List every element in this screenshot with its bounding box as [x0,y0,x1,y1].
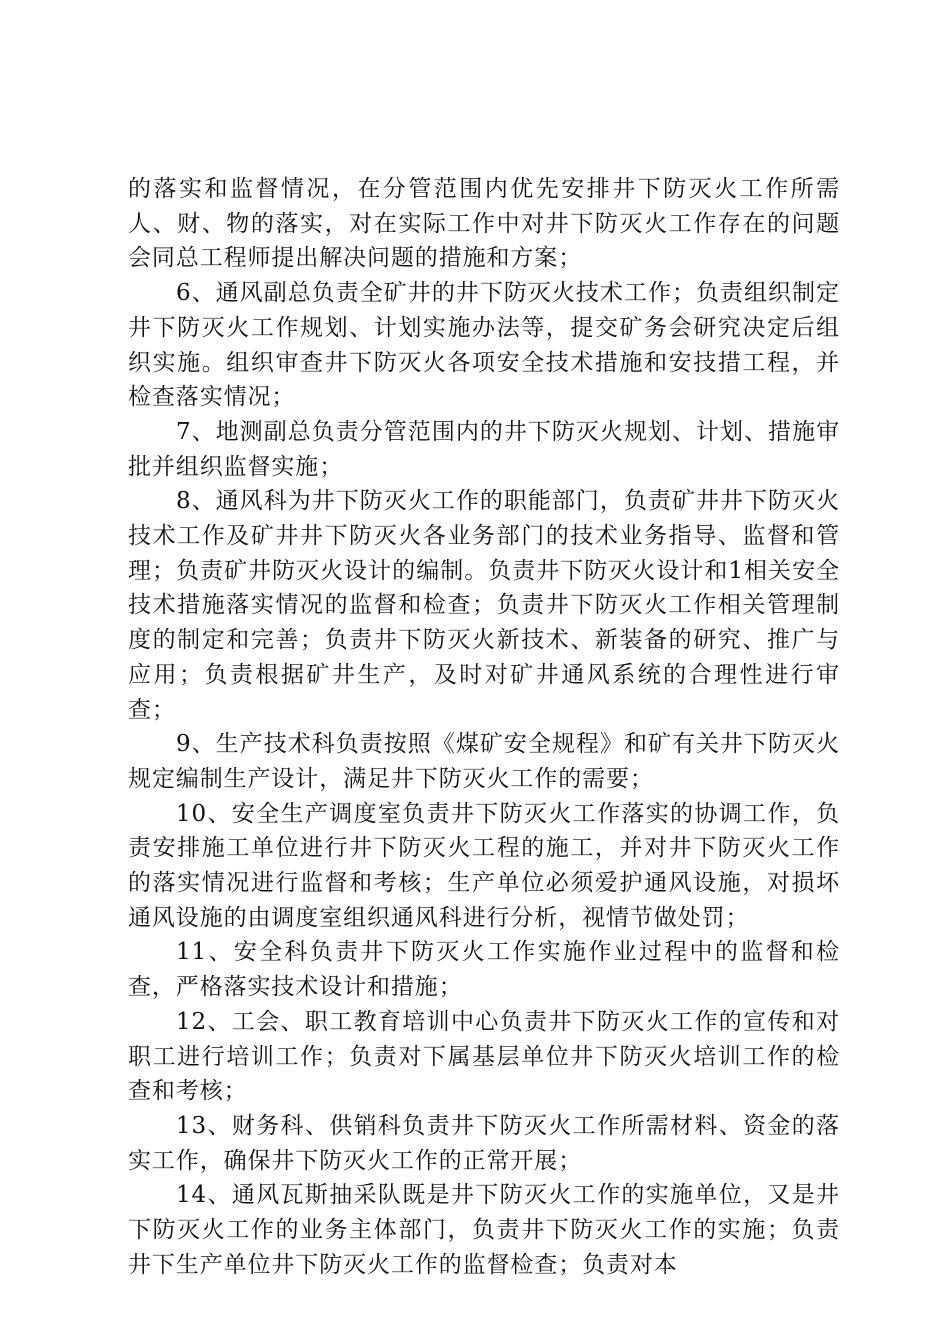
paragraph-item-11: 11、安全科负责井下防灭火工作实施作业过程中的监督和检查，严格落实技术设计和措施； [128,939,840,1001]
paragraph-item-8: 8、通风科为井下防灭火工作的职能部门，负责矿井井下防灭火技术工作及矿井井下防灭火各业务部门的技术业务指导、监督和管理；负责矿井防灭火设计的编制。负责井下防灭火设计和1相关安全技术措施落实情况的监督和检查；负责井下防灭火工作相关管理制度的制定和完善；负责井下防灭火新技术、新装备的研究、推广与应用；负责根据矿井生产，及时对矿井通风系统的合理性进行审查； [128,488,840,723]
paragraph-item-10: 10、安全生产调度室负责井下防灭火工作落实的协调工作，负责安排施工单位进行井下防灭火工程的施工，并对井下防灭火工作的落实情况进行监督和考核；生产单位必须爱护通风设施，对损坏通风设施的由调度室组织通风科进行分析，视情节做处罚； [128,800,840,931]
paragraph-item-7: 7、地测副总负责分管范围内的井下防灭火规划、计划、措施审批并组织监督实施； [128,418,840,480]
paragraph-item-13: 13、财务科、供销科负责井下防灭火工作所需材料、资金的落实工作，确保井下防灭火工作的正常开展； [128,1112,840,1174]
body-text [128,172,840,1283]
paragraph-item-9: 9、生产技术科负责按照《煤矿安全规程》和矿有关井下防灭火规定编制生产设计，满足井下防灭火工作的需要； [128,731,840,792]
paragraph-continuation: 的落实和监督情况，在分管范围内优先安排井下防灭火工作所需人、财、物的落实，对在实际工作中对井下防灭火工作存在的问题会同总工程师提出解决问题的措施和方案； [128,176,840,272]
paragraph-item-14: 14、通风瓦斯抽采队既是井下防灭火工作的实施单位，又是井下防灭火工作的业务主体部门，负责井下防灭火工作的实施；负责井下生产单位井下防灭火工作的监督检查；负责对本 [128,1182,840,1278]
paragraph-item-6: 6、通风副总负责全矿井的井下防灭火技术工作；负责组织制定井下防灭火工作规划、计划实施办法等，提交矿务会研究决定后组织实施。组织审查井下防灭火各项安全技术措施和安技措工程，并检查落实情况； [128,280,840,411]
paragraph-item-12: 12、工会、职工教育培训中心负责井下防灭火工作的宣传和对职工进行培训工作；负责对下属基层单位井下防灭火培训工作的检查和考核； [128,1008,840,1105]
